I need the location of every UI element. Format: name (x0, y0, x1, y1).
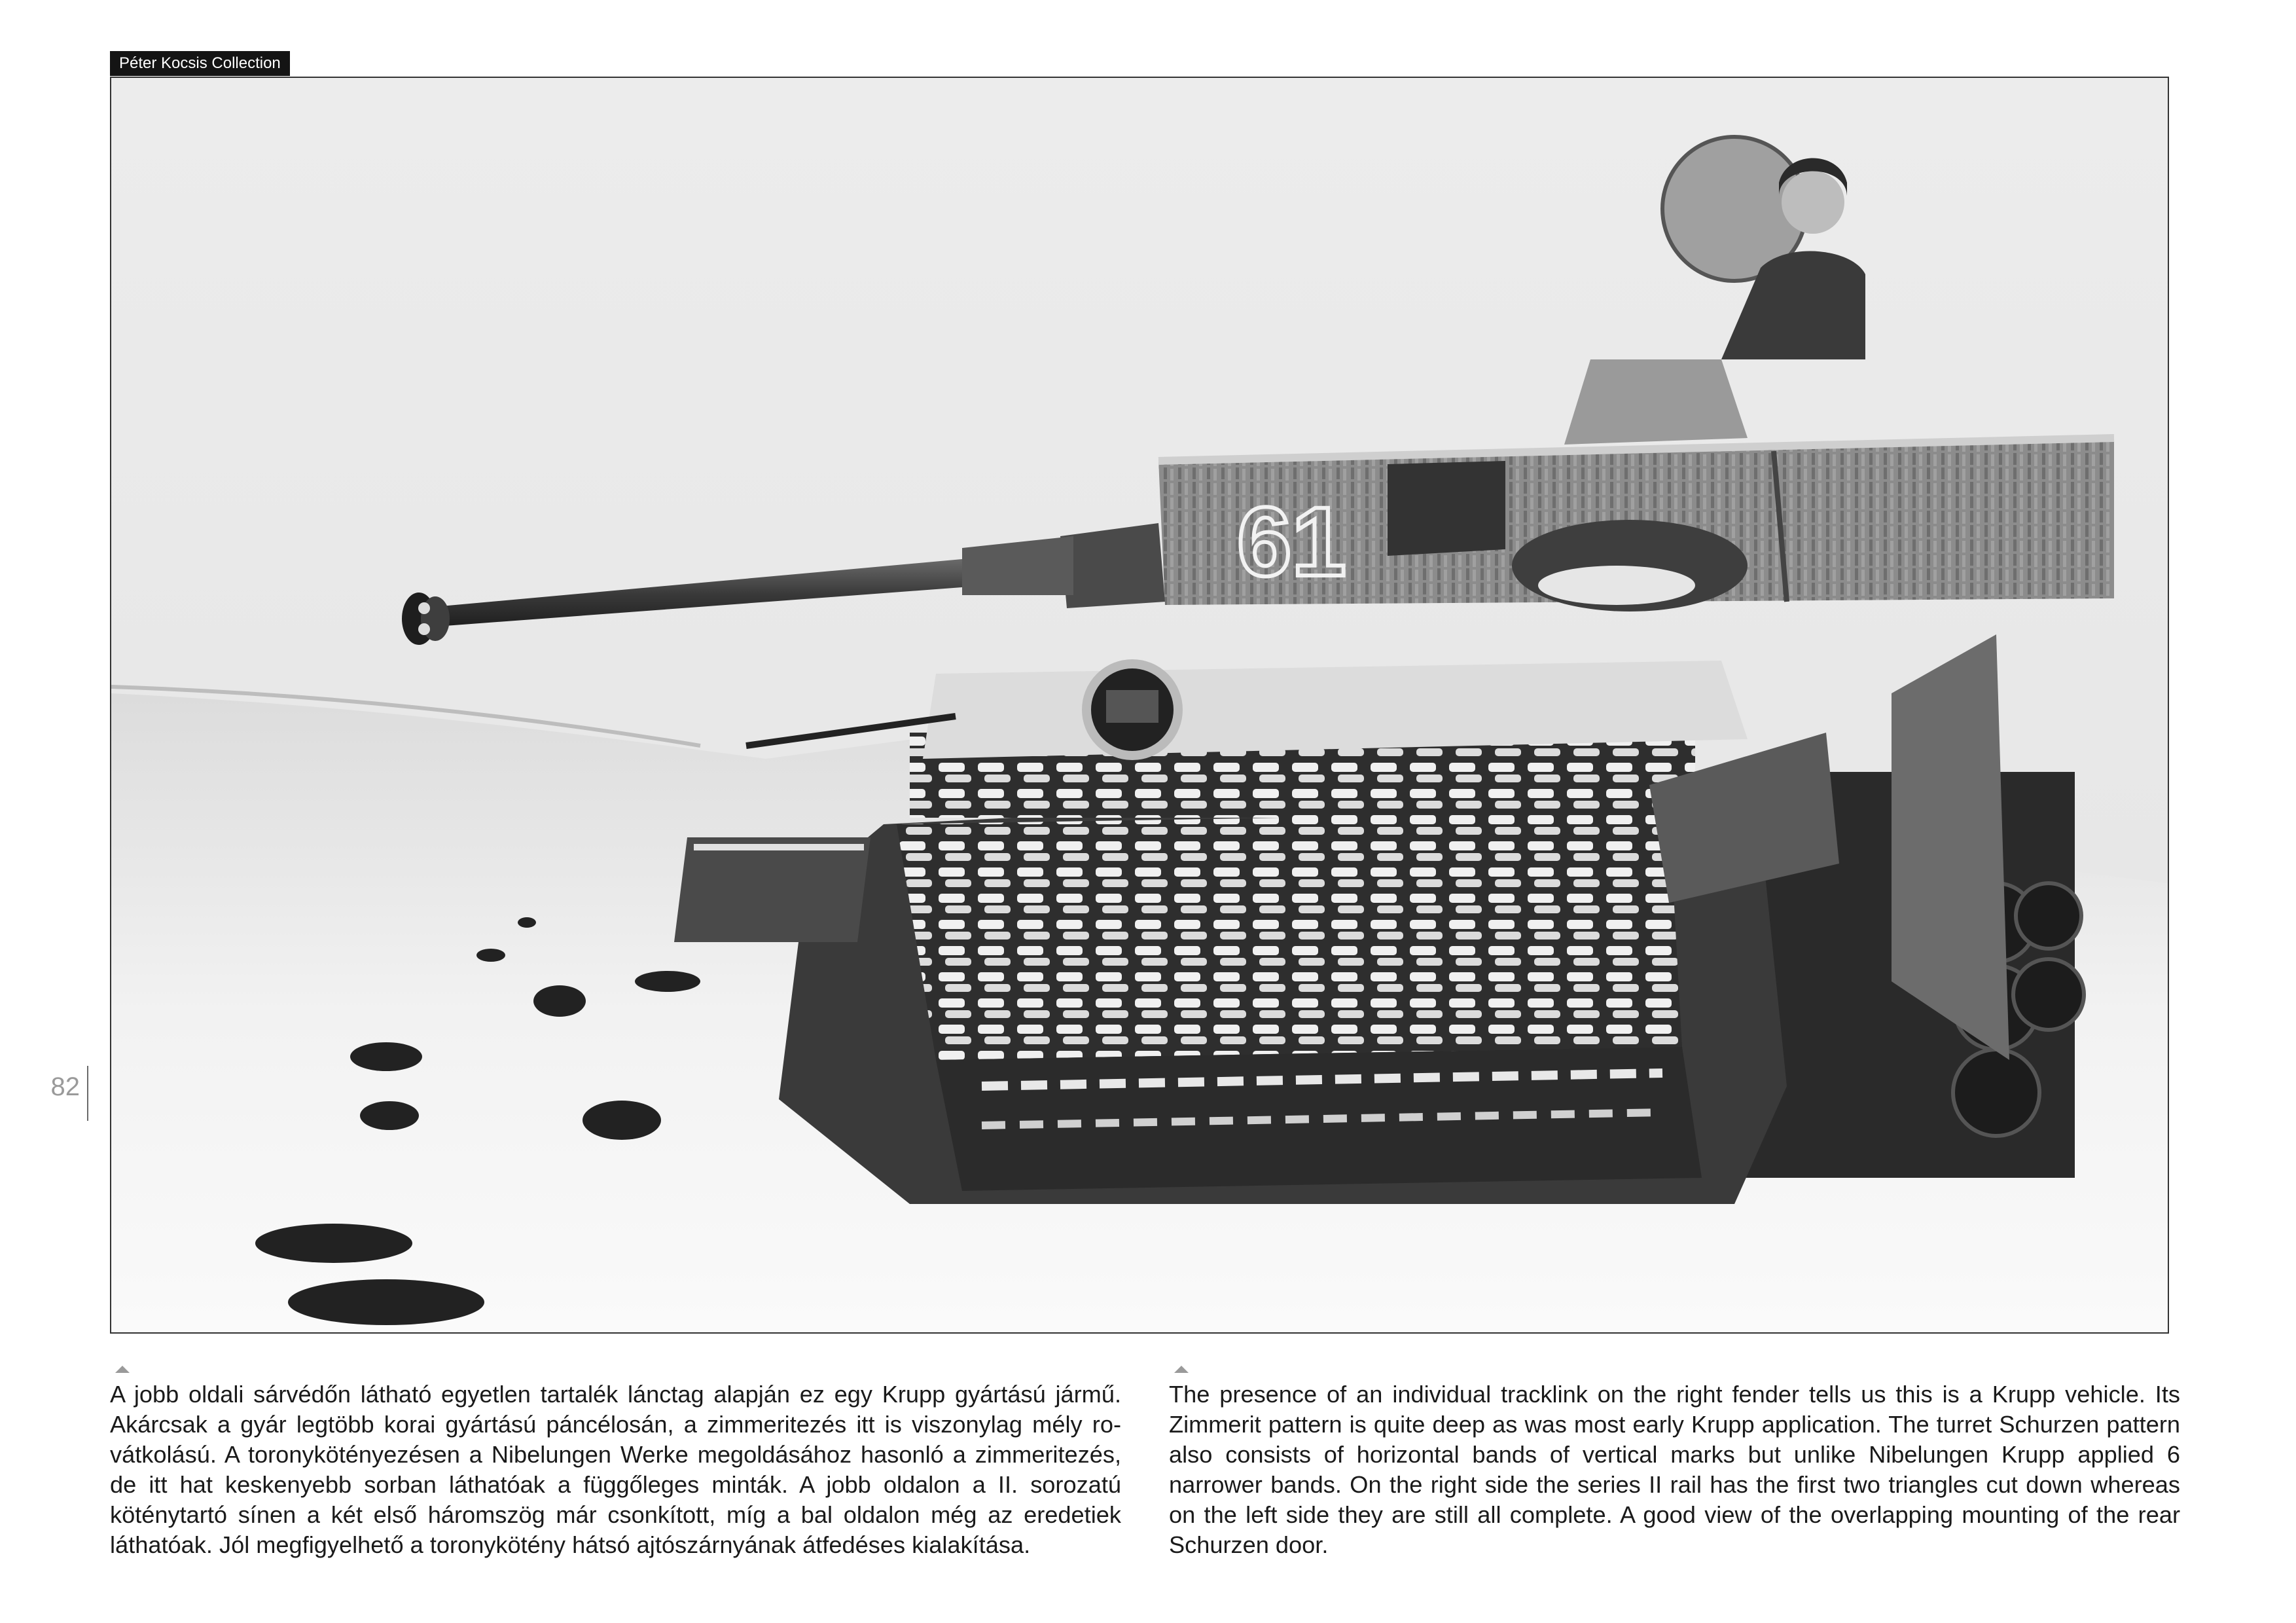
caption-english-text: The presence of an individual tracklink on the right fender tells us this is a Krupp vehicle. Its Zimmerit pattern is quite deep as was most early Krupp application. The turret Schurzen pattern also consists of horizontal bands of vertical marks but unlike Nibelungen Krupp applied 6 narrower bands. On the right side the series II rail has the first two triangles cut down whereas on the left side they are still all complete. A good view of the overlapping mounting of the rear Schurzen door. (1169, 1381, 2180, 1558)
page-number: 82 (50, 1072, 80, 1101)
left-fender (674, 837, 870, 942)
page-number-rule (87, 1066, 88, 1121)
caption-hungarian-text: A jobb oldali sárvédőn látható egyetlen tartalék lánctag alapján ez egy Krupp gyártású jármű. Akárcsak a gyár legtöbb korai gyártású páncélosán, a zimmeritezés itt is viszonylag mély ro-vátkolású. A toronykötényezésen a Nibelungen Werke megoldásához hasonló a zimmeritezés, de itt hat keskenyebb sorban láthatóak a függőleges minták. A jobb oldalon a II. sorozatú köténytartó sínen a két első háromszög már csonkított, míg a bal oldalon még az eredetiek láthatóak. Jól megfigyelhető a toronykötény hátsó ajtószárnyának átfedéses kialakítása. (110, 1381, 1121, 1558)
caption-marker-icon (1174, 1366, 1189, 1373)
front-tracks (897, 811, 1682, 1060)
photo-credit: Péter Kocsis Collection (110, 51, 290, 76)
caption-marker-icon (115, 1366, 130, 1373)
caption-hungarian (110, 1366, 1121, 1560)
turret-hatch (1388, 461, 1505, 556)
caption-english (1169, 1366, 2180, 1560)
tank-photograph (110, 77, 2169, 1334)
turret-number: 61 (1237, 486, 1346, 596)
cupola (1564, 359, 1748, 445)
tank-photo-illustration (111, 78, 2168, 1332)
